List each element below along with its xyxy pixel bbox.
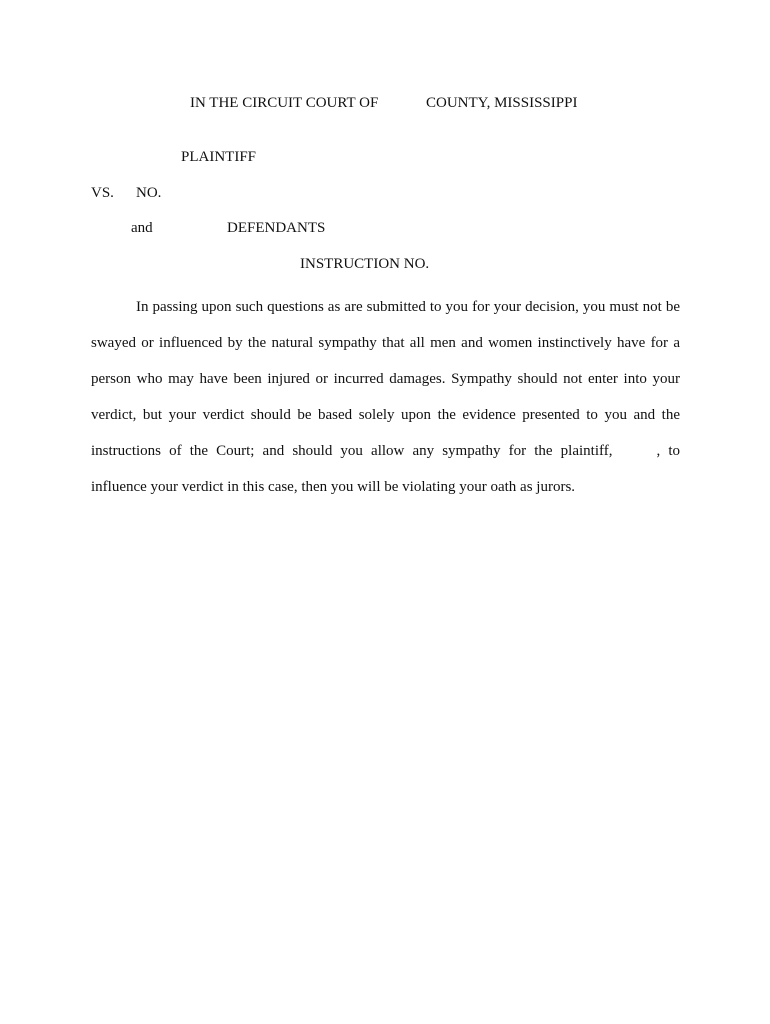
court-suffix: COUNTY, MISSISSIPPI	[426, 95, 578, 111]
instruction-title: INSTRUCTION NO.	[300, 256, 430, 272]
vs-label: VS.	[91, 185, 114, 201]
court-prefix: IN THE CIRCUIT COURT OF	[190, 95, 379, 111]
defendants-label: DEFENDANTS	[227, 220, 326, 236]
case-number-label: NO.	[136, 185, 162, 201]
instruction-text-part1: In passing upon such questions as are submitted to you for your decision, you must not be swayed or influenced by the natural sympathy that all men and women instinctively have for a person who may have been injured or incurred damages. Sympathy should not enter into your verdict, but your verdict should be based solely upon the evidence presented to you and the instructions of the Court; and should you allow any sympathy for the plaintiff,	[91, 299, 680, 459]
instruction-text-part2: , to influence your verdict in this case, then you will be violating your oath as jurors.	[91, 443, 680, 495]
and-label: and	[131, 220, 153, 236]
instruction-body	[91, 289, 680, 505]
plaintiff-label: PLAINTIFF	[181, 149, 257, 165]
instruction-paragraph	[91, 289, 680, 505]
